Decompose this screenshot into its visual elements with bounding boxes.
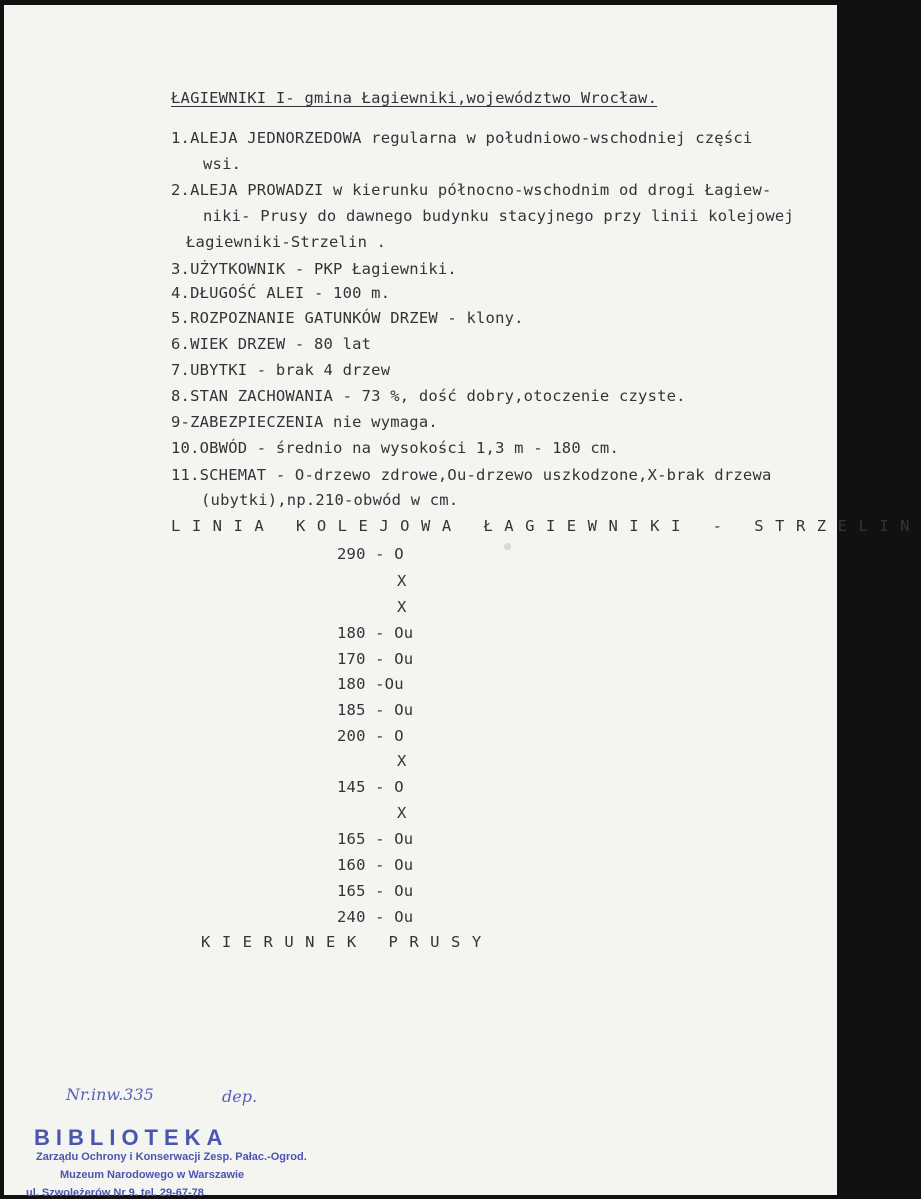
list-item: 3.UŻYTKOWNIK - PKP Łagiewniki.: [171, 260, 457, 278]
stamp-line: Muzeum Narodowego w Warszawie: [60, 1169, 245, 1181]
schema-row: 180 -Ou: [337, 675, 404, 693]
list-item: 7.UBYTKI - brak 4 drzew: [171, 361, 391, 379]
schema-row: 165 - Ou: [337, 830, 414, 848]
schema-row: 180 - Ou: [337, 624, 414, 642]
schema-row: 145 - O: [337, 778, 404, 796]
list-item: Łagiewniki-Strzelin .: [186, 233, 387, 251]
list-item: 4.DŁUGOŚĆ ALEI - 100 m.: [171, 284, 391, 302]
stamp-line: Zarządu Ochrony i Konserwacji Zesp. Pałac.-Ogrod.: [36, 1151, 307, 1163]
paper-speck: [504, 543, 511, 550]
list-item: 6.WIEK DRZEW - 80 lat: [171, 335, 372, 353]
schema-row: 200 - O: [337, 727, 404, 745]
schema-row: 160 - Ou: [337, 856, 414, 874]
schema-row: X: [397, 752, 407, 770]
stamp-line: ul. Szwoleżerów Nr 9. tel. 29-67-78: [26, 1187, 204, 1199]
schema-row: 170 - Ou: [337, 650, 414, 668]
list-item: 5.ROZPOZNANIE GATUNKÓW DRZEW - klony.: [171, 309, 524, 327]
schema-row: 185 - Ou: [337, 701, 414, 719]
stamp-title: BIBLIOTEKA: [34, 1125, 229, 1150]
schema-row: 240 - Ou: [337, 908, 414, 926]
schema-row: X: [397, 598, 407, 616]
inventory-number: Nr.inw.335: [66, 1085, 154, 1104]
list-item: 9-ZABEZPIECZENIA nie wymaga.: [171, 413, 438, 431]
railway-label: LINIA KOLEJOWA ŁAGIEWNIKI - STRZELIN: [171, 517, 921, 535]
schema-row: X: [397, 804, 407, 822]
document-page: [4, 5, 921, 1199]
document-title: ŁAGIEWNIKI I- gmina Łagiewniki,województwo Wrocław.: [171, 89, 658, 107]
list-item: 2.ALEJA PROWADZI w kierunku północno-wschodnim od drogi Łagiew-: [171, 181, 772, 199]
list-item: (ubytki),np.210-obwód w cm.: [201, 491, 459, 509]
list-item: 8.STAN ZACHOWANIA - 73 %, dość dobry,otoczenie czyste.: [171, 387, 686, 405]
schema-row: X: [397, 572, 407, 590]
list-item: 11.SCHEMAT - O-drzewo zdrowe,Ou-drzewo uszkodzone,X-brak drzewa: [171, 466, 772, 484]
schema-row: 165 - Ou: [337, 882, 414, 900]
list-item: 10.OBWÓD - średnio na wysokości 1,3 m - 180 cm.: [171, 439, 619, 457]
list-item: wsi.: [203, 155, 242, 173]
list-item: niki- Prusy do dawnego budynku stacyjnego przy linii kolejowej: [203, 207, 794, 225]
direction-label: KIERUNEK PRUSY: [201, 933, 493, 951]
deposit-mark: dep.: [222, 1087, 258, 1106]
schema-row: 290 - O: [337, 545, 404, 563]
list-item: 1.ALEJA JEDNORZEDOWA regularna w południowo-wschodniej części: [171, 129, 753, 147]
